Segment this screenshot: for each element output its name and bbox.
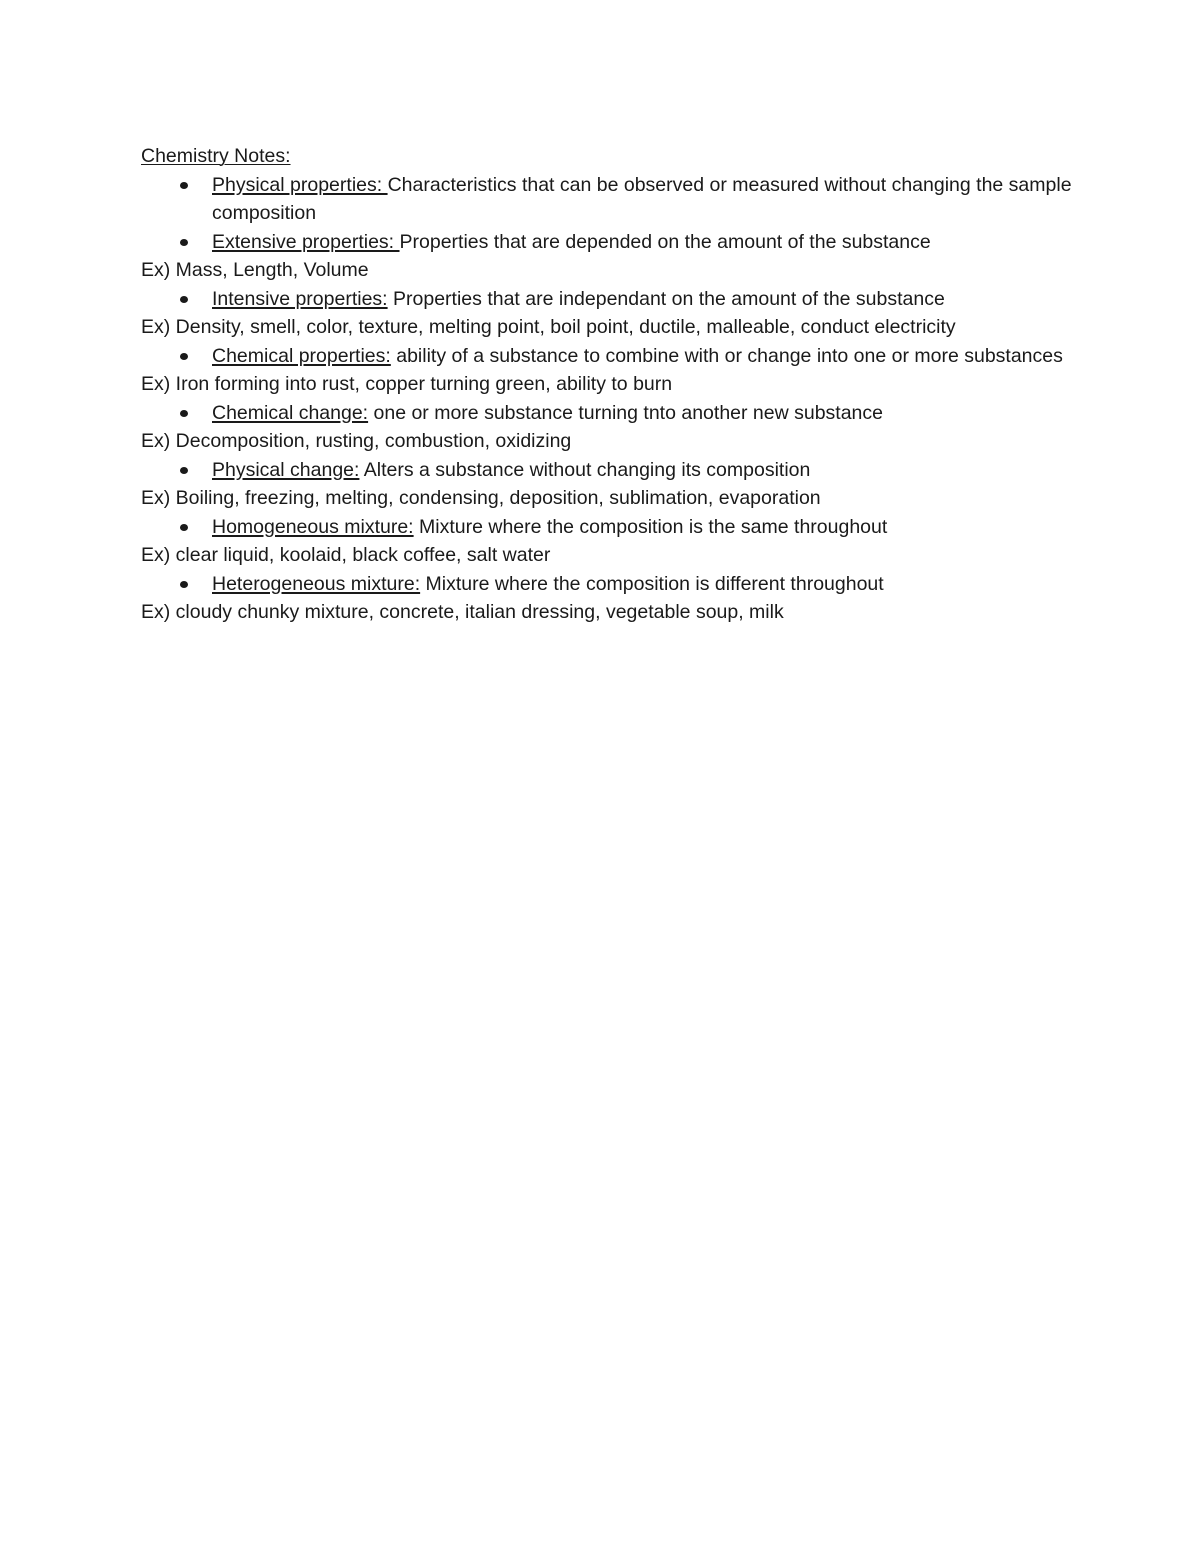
bullet-item [141, 570, 1081, 599]
bullet-list [141, 456, 1081, 485]
bullet-item [141, 228, 1081, 257]
bullet-list [141, 228, 1081, 257]
bullet-dot-icon [180, 353, 188, 360]
term-definition: Characteristics that can be observed or measured without changing the sample composition [212, 173, 1072, 224]
bullet-item [141, 285, 1081, 314]
example-line: Ex) Boiling, freezing, melting, condensing, deposition, sublimation, evaporation [141, 487, 821, 509]
bullet-dot-icon [180, 467, 188, 474]
bullet-item [141, 171, 1081, 228]
section-physical-properties [141, 171, 1081, 228]
bullet-dot-icon [180, 296, 188, 303]
section-intensive-properties [141, 285, 1081, 342]
bullet-dot-icon [180, 182, 188, 189]
example-line: Ex) clear liquid, koolaid, black coffee, salt water [141, 544, 551, 566]
section-physical-change [141, 456, 1081, 513]
bullet-dot-icon [180, 239, 188, 246]
example-line: Ex) cloudy chunky mixture, concrete, italian dressing, vegetable soup, milk [141, 601, 784, 623]
term-label: Chemical properties: [212, 344, 391, 367]
section-heterogeneous-mixture [141, 570, 1081, 627]
document-body [141, 142, 1081, 627]
example-line: Ex) Mass, Length, Volume [141, 259, 369, 281]
bullet-list [141, 285, 1081, 314]
section-chemical-properties [141, 342, 1081, 399]
bullet-dot-icon [180, 581, 188, 588]
bullet-item [141, 513, 1081, 542]
term-definition: Properties that are depended on the amount of the substance [399, 230, 931, 253]
term-label: Physical properties: [212, 173, 388, 196]
bullet-item [141, 342, 1081, 371]
term-label: Physical change: [212, 458, 360, 481]
example-line: Ex) Density, smell, color, texture, melting point, boil point, ductile, malleable, conduct electricity [141, 316, 956, 338]
bullet-list [141, 342, 1081, 371]
bullet-dot-icon [180, 524, 188, 531]
bullet-dot-icon [180, 410, 188, 417]
example-line: Ex) Iron forming into rust, copper turning green, ability to burn [141, 373, 673, 395]
bullet-list [141, 399, 1081, 428]
bullet-item [141, 456, 1081, 485]
term-definition: one or more substance turning tnto another new substance [368, 401, 883, 424]
section-extensive-properties [141, 228, 1081, 285]
page-title: Chemistry Notes: [141, 145, 291, 167]
bullet-list [141, 513, 1081, 542]
term-label: Intensive properties: [212, 287, 388, 310]
term-definition: Mixture where the composition is the same throughout [413, 515, 888, 538]
bullet-list [141, 171, 1081, 228]
example-line: Ex) Decomposition, rusting, combustion, oxidizing [141, 430, 572, 452]
term-label: Chemical change: [212, 401, 369, 424]
term-definition: ability of a substance to combine with or change into one or more substances [390, 344, 1063, 367]
term-label: Extensive properties: [212, 230, 400, 253]
term-label: Heterogeneous mixture: [212, 572, 421, 595]
term-label: Homogeneous mixture: [212, 515, 414, 538]
bullet-item [141, 399, 1081, 428]
term-definition: Mixture where the composition is different throughout [420, 572, 884, 595]
term-definition: Properties that are independant on the amount of the substance [387, 287, 945, 310]
section-chemical-change [141, 399, 1081, 456]
term-definition: Alters a substance without changing its composition [359, 458, 811, 481]
bullet-list [141, 570, 1081, 599]
section-homogeneous-mixture [141, 513, 1081, 570]
